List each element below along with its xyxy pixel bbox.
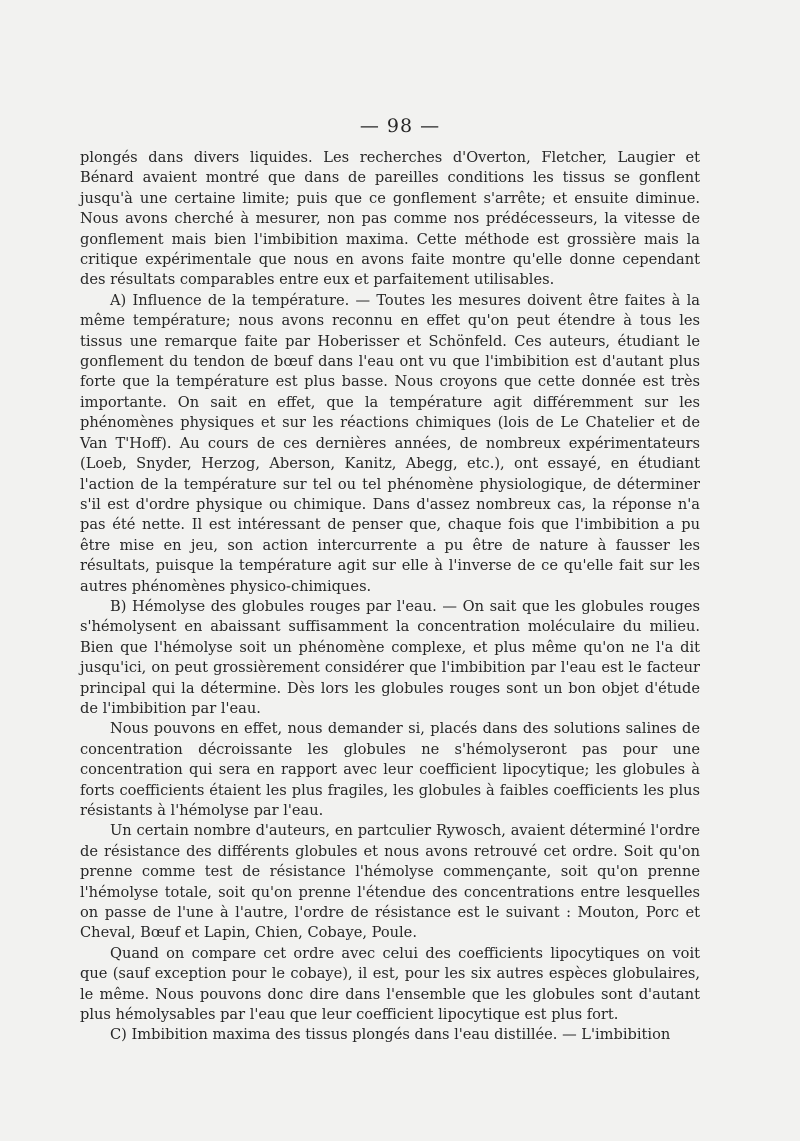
body-text (80, 148, 700, 1046)
paragraph-solutions: Nous pouvons en effet, nous demander si, placés dans des solutions salines de concentration décroissante les globules ne s'hémolyseront pas pour une concentration qui sera en rapport avec leur coefficient lipocytique; les globules à forts coefficients étaient les plus fragiles, les globules à faibles coefficients les plus résistants à l'hémolyse par l'eau. (80, 720, 700, 819)
paragraph-resistance-order: Un certain nombre d'auteurs, en partculier Rywosch, avaient déterminé l'ordre de résistance des différents globules et nous avons retrouvé cet ordre. Soit qu'on prenne comme test de résistance l'hémolyse commençante, soit qu'on prenne l'hémolyse totale, soit qu'on prenne l'étendue des concentrations entre lesquelles on passe de l'une à l'autre, l'ordre de résistance est le suivant : Mouton, Porc et Cheval, Bœuf et Lapin, Chien, Cobaye, Poule. (80, 822, 700, 942)
paragraph-hemolyse: B) Hémolyse des globules rouges par l'eau. — On sait que les globules rouges s'hémolysent en abaissant suffisamment la concentration moléculaire du milieu. Bien que l'hémolyse soit un phénomène complexe, et plus même qu'on ne l'a dit jusqu'ici, on peut grossièrement considérer que l'imbibition par l'eau est le facteur principal qui la détermine. Dès lors les globules rouges sont un bon objet d'étude de l'imbibition par l'eau. (80, 597, 700, 717)
page-number: — 98 — (359, 115, 441, 137)
paragraph-continuation: plongés dans divers liquides. Les recherches d'Overton, Fletcher, Laugier et Bénard avaient montré que dans de pareilles conditions les tissus se gonflent jusqu'à une certaine limite; puis que ce gonflement s'arrête; et ensuite diminue. Nous avons cherché à mesurer, non pas comme nos prédécesseurs, la vitesse de gonflement mais bien l'imbibition maxima. Cette méthode est grossière mais la critique expérimentale que nous en avons faite montre qu'elle donne cependant des résultats comparables entre eux et parfaitement utilisables. (80, 149, 700, 289)
paragraph-temperature: A) Influence de la température. — Toutes les mesures doivent être faites à la même température; nous avons reconnu en effet qu'on peut étendre à tous les tissus une remarque faite par Hoberisser et Schönfeld. Ces auteurs, étudiant le gonflement du tendon de bœuf dans l'eau ont vu que l'imbibition est d'autant plus forte que la température est plus basse. Nous croyons que cette donnée est très importante. On sait en effet, que la température agit différemment sur les phénomènes physiques et sur les réactions chimiques (lois de Le Chatelier et de Van T'Hoff). Au cours de ces dernières années, de nombreux expérimentateurs (Loeb, Snyder, Herzog, Aberson, Kanitz, Abegg, etc.), ont essayé, en étudiant l'action de la température sur tel ou tel phénomène physiologique, de déterminer s'il est d'ordre physique ou chimique. Dans d'assez nombreux cas, la réponse n'a pas été nette. Il est intéressant de penser que, chaque fois que l'imbibition a pu être mise en jeu, son action intercurrente a pu être de nature à fausser les résultats, puisque la température agit sur elle à l'inverse de ce qu'elle fait sur les autres phénomènes physico-chimiques. (80, 291, 700, 595)
paragraph-comparison: Quand on compare cet ordre avec celui des coefficients lipocytiques on voit que (sauf exception pour le cobaye), il est, pour les six autres espèces globulaires, le même. Nous pouvons donc dire dans l'ensemble que les globules sont d'autant plus hémolysables par l'eau que leur coefficient lipocytique est plus fort. (80, 944, 700, 1024)
paragraph-imbibition-maxima: C) Imbibition maxima des tissus plongés dans l'eau distillée. — L'imbibition (110, 1026, 671, 1044)
